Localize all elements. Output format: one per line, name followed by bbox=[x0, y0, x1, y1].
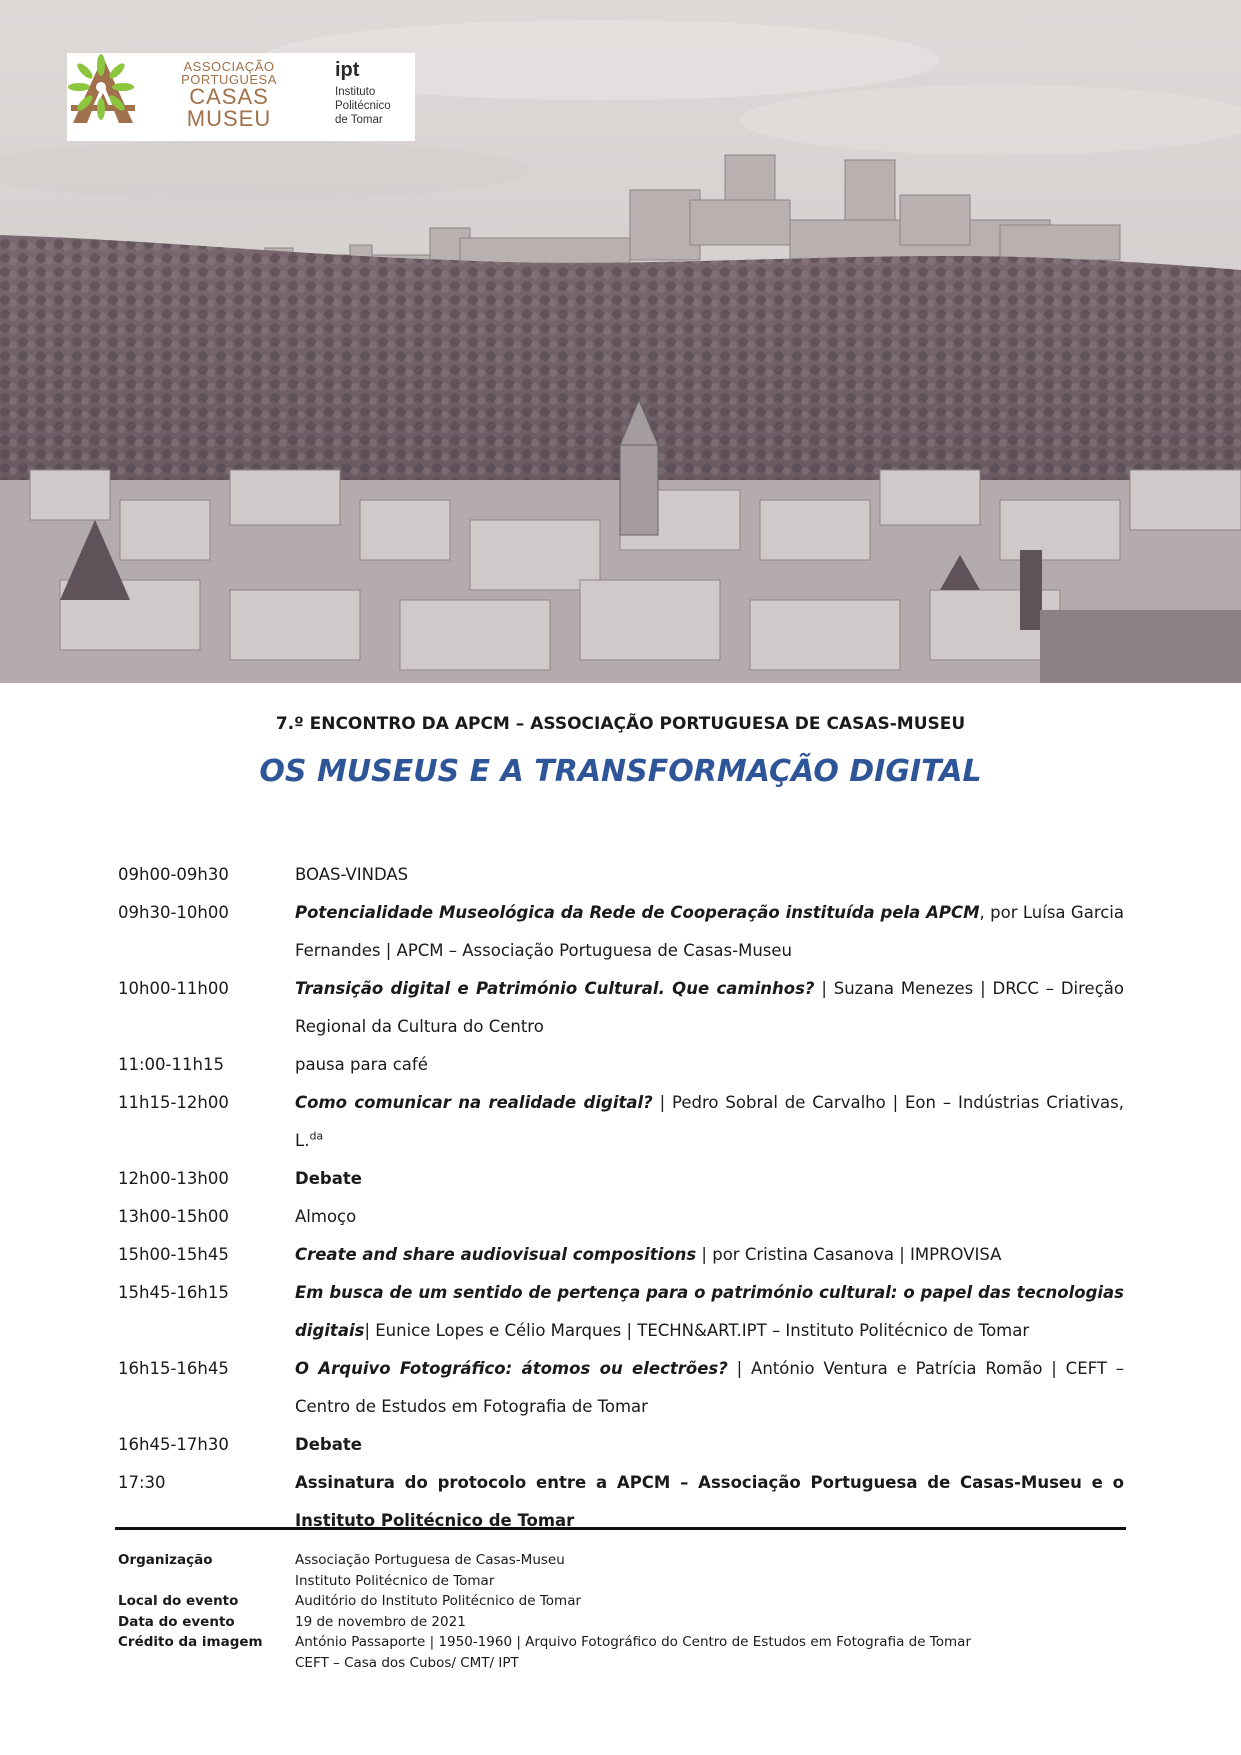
program-row bbox=[118, 1274, 1124, 1350]
ipt-logo-icon bbox=[67, 53, 135, 121]
program-row bbox=[118, 1236, 1124, 1274]
program-topic: Create and share audiovisual compositions bbox=[295, 1245, 697, 1264]
program-time: 17:30 bbox=[118, 1473, 166, 1492]
credits-value-credito-2: CEFT – Casa dos Cubos/ CMT/ IPT bbox=[295, 1654, 519, 1671]
credits-label-organizacao: Organização bbox=[118, 1552, 213, 1568]
program-time: 13h00-15h00 bbox=[118, 1207, 229, 1226]
apcm-logo-line1: ASSOCIAÇÃO bbox=[183, 59, 275, 74]
ipt-logo-line3: de Tomar bbox=[335, 114, 383, 126]
program-description bbox=[295, 856, 1124, 894]
program-time: 15h45-16h15 bbox=[118, 1283, 229, 1302]
event-title: OS MUSEUS E A TRANSFORMAÇÃO DIGITAL bbox=[259, 754, 982, 789]
program-row bbox=[118, 1350, 1124, 1426]
program-description bbox=[295, 1084, 1124, 1160]
credits-label-local: Local do evento bbox=[118, 1593, 239, 1609]
program-row bbox=[118, 1198, 1124, 1236]
program-row bbox=[118, 894, 1124, 970]
apcm-logo-line2: PORTUGUESA bbox=[181, 72, 277, 87]
program-topic: Potencialidade Museológica da Rede de Cooperação instituída pela APCM bbox=[295, 903, 980, 922]
logos-panel bbox=[67, 53, 415, 141]
credits-value-credito-1: António Passaporte | 1950-1960 | Arquivo Fotográfico do Centro de Estudos em Fotografia de Tomar bbox=[295, 1634, 971, 1650]
program-description bbox=[295, 970, 1124, 1046]
program-superscript: da bbox=[309, 1129, 324, 1143]
credits-row-credito-2 bbox=[118, 1653, 1124, 1674]
ipt-logo-line1: Instituto bbox=[335, 86, 376, 98]
credits-label-data: Data do evento bbox=[118, 1613, 235, 1630]
ipt-logo-abbr: ipt bbox=[335, 59, 360, 81]
program-topic: Em busca de um sentido de pertença para o património cultural: o papel das tecnologias digitais bbox=[295, 1283, 1124, 1340]
program-time: 16h45-17h30 bbox=[118, 1435, 229, 1454]
credits-row-local bbox=[118, 1591, 1124, 1612]
event-subtitle: 7.º ENCONTRO DA APCM – ASSOCIAÇÃO PORTUGUESA DE CASAS-MUSEU bbox=[275, 714, 966, 734]
credits-label-credito: Crédito da imagem bbox=[118, 1634, 263, 1650]
program-bold-text: Debate bbox=[295, 1435, 362, 1454]
program-speaker: , por Luísa Garcia Fernandes | APCM – Associação Portuguesa de Casas-Museu bbox=[295, 903, 1125, 960]
program-speaker: | Eunice Lopes e Célio Marques | TECHN&ART.IPT – Instituto Politécnico de Tomar bbox=[364, 1321, 1030, 1340]
credits-value-data: 19 de novembro de 2021 bbox=[295, 1613, 466, 1630]
program-text: Almoço bbox=[295, 1207, 357, 1226]
credits-value-local: Auditório do Instituto Politécnico de Tomar bbox=[295, 1593, 582, 1609]
program-row bbox=[118, 1046, 1124, 1084]
apcm-logo-text bbox=[153, 60, 305, 130]
program-bold-text: Debate bbox=[295, 1169, 362, 1188]
program-time: 16h15-16h45 bbox=[118, 1359, 229, 1378]
credits-row-credito bbox=[118, 1632, 1124, 1653]
program-time: 15h00-15h45 bbox=[118, 1245, 229, 1264]
ipt-logo-name bbox=[335, 85, 391, 127]
ipt-logo-line2: Politécnico bbox=[335, 100, 391, 112]
program-description bbox=[295, 1198, 1124, 1236]
program-description bbox=[295, 1046, 1124, 1084]
program-row bbox=[118, 1084, 1124, 1160]
credits-value-organizacao-2: Instituto Politécnico de Tomar bbox=[295, 1572, 495, 1589]
program-time: 09h30-10h00 bbox=[118, 903, 229, 922]
program-text: pausa para café bbox=[295, 1055, 428, 1074]
apcm-logo-line4: MUSEU bbox=[186, 106, 272, 131]
program-description bbox=[295, 1160, 1124, 1198]
program-description bbox=[295, 1274, 1124, 1350]
program-time: 09h00-09h30 bbox=[118, 865, 229, 884]
program-row bbox=[118, 856, 1124, 894]
program-speaker: | Suzana Menezes | DRCC – Direção Regional da Cultura do Centro bbox=[295, 979, 1124, 1036]
program-topic: O Arquivo Fotográfico: átomos ou electrões? bbox=[295, 1359, 728, 1378]
credits-row-organizacao-2 bbox=[118, 1571, 1124, 1592]
program-topic: Como comunicar na realidade digital? bbox=[295, 1093, 653, 1112]
credits-value-organizacao-1: Associação Portuguesa de Casas-Museu bbox=[295, 1552, 565, 1568]
program-description bbox=[295, 1426, 1124, 1464]
header-photo bbox=[0, 0, 1241, 683]
program-time: 11h15-12h00 bbox=[118, 1093, 229, 1112]
program-text: BOAS-VINDAS bbox=[295, 865, 409, 884]
program-speaker: | Pedro Sobral de Carvalho | Eon – Indústrias Criativas, L. bbox=[295, 1093, 1124, 1150]
program-row bbox=[118, 1160, 1124, 1198]
credits-row-organizacao bbox=[118, 1550, 1124, 1571]
program-time: 11:00-11h15 bbox=[118, 1055, 224, 1074]
program-speaker: | António Ventura e Patrícia Romão | CEFT – Centro de Estudos em Fotografia de Tomar bbox=[295, 1359, 1124, 1416]
event-credits bbox=[118, 1550, 1124, 1673]
program-description bbox=[295, 1350, 1124, 1426]
program-description bbox=[295, 894, 1124, 970]
program-description bbox=[295, 1236, 1124, 1274]
program-schedule bbox=[118, 856, 1124, 1540]
program-row bbox=[118, 1426, 1124, 1464]
credits-row-data bbox=[118, 1612, 1124, 1633]
program-speaker: | por Cristina Casanova | IMPROVISA bbox=[696, 1245, 1002, 1264]
program-row bbox=[118, 970, 1124, 1046]
program-time: 12h00-13h00 bbox=[118, 1169, 229, 1188]
program-topic: Transição digital e Património Cultural. Que caminhos? bbox=[295, 979, 815, 998]
apcm-logo-line3: CASAS bbox=[189, 84, 269, 109]
program-time: 10h00-11h00 bbox=[118, 979, 229, 998]
section-divider bbox=[115, 1527, 1126, 1530]
program-bold-text: Assinatura do protocolo entre a APCM – Associação Portuguesa de Casas-Museu e o Instituto Politécnico de Tomar bbox=[295, 1473, 1124, 1530]
